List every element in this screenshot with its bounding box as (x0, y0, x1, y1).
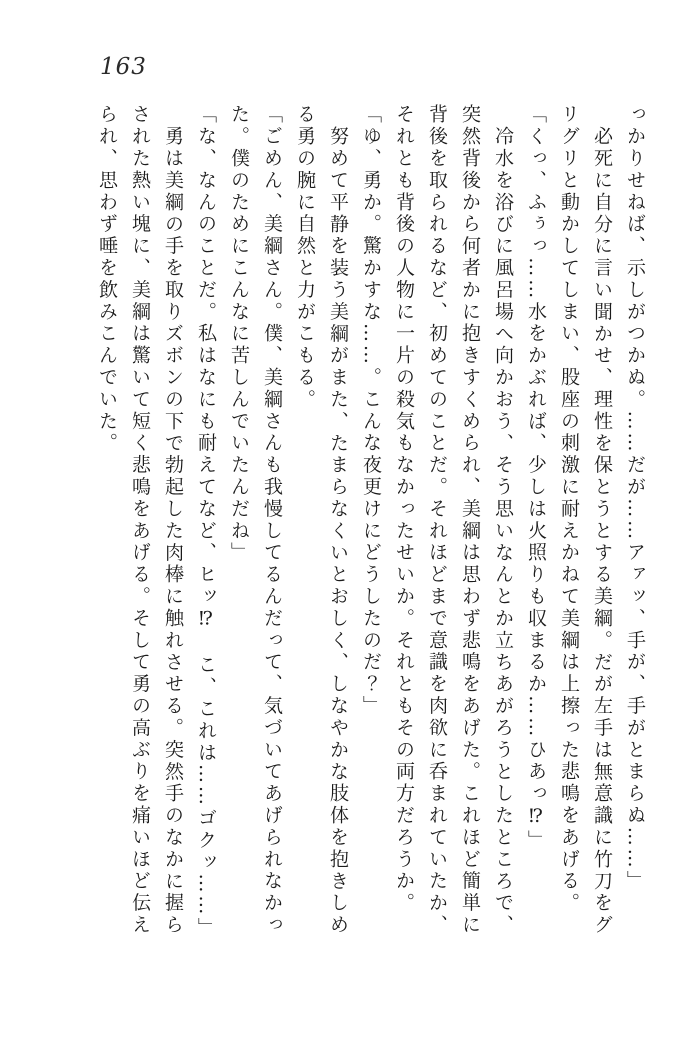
paragraph: っかりせねば、示しがつかぬ。……だが……アァッ、手が、手がとまらぬ……」 (624, 104, 646, 893)
paragraph: 「な、なんのことだ。私はなにも耐えてなど、ヒッ⁉ こ、これは……ゴクッ……」 (195, 104, 217, 940)
paragraph: 努めて平静を装う美綱がまた、たまらなくいとおしく、しなやかな肢体を抱きしめる勇の腕に自然と力がこもる。 (294, 104, 349, 937)
page-number: 163 (100, 54, 147, 80)
paragraph: 必死に自分に言い聞かせ、理性を保とうとする美綱。だが左手は無意識に竹刀をグリグリと動かしてしまい、股座の刺激に耐えかねて美綱は上擦った悲鳴をあげる。 (558, 104, 613, 937)
paragraph: 「くっ、ふぅっ……水をかぶれば、少しは火照りも収まるか……ひあっ⁉」 (525, 104, 547, 852)
paragraph: 冷水を浴びに風呂場へ向かおう、そう思いなんとか立ちあがろうとしたところで、突然背後から何者かに抱きすくめられ、美綱は思わず悲鳴をあげた。これほど簡単に背後を取られるなど、初めてのことだ。それほどまで意識を肉欲に呑まれていたか、それとも背後の人物に一片の殺気もなかったせいか。それともその両方だろうか。 (393, 104, 514, 937)
paragraph: 勇は美綱の手を取りズボンの下で勃起した肉棒に触れさせる。突然手のなかに握らされた熱い塊に、美綱は驚いて短く悲鳴をあげる。そして勇の高ぶりを痛いほど伝えられ、思わず唾を飲みこんでいた。 (96, 104, 184, 937)
paragraph: 「ごめん、美綱さん。僕、美綱さんも我慢してるんだって、気づいてあげられなかった。僕のためにこんなに苦しんでいたんだね」 (228, 104, 283, 937)
paragraph: 「ゆ、勇か。驚かすな……。こんな夜更けにどうしたのだ？」 (360, 104, 382, 718)
page-text (90, 104, 651, 938)
